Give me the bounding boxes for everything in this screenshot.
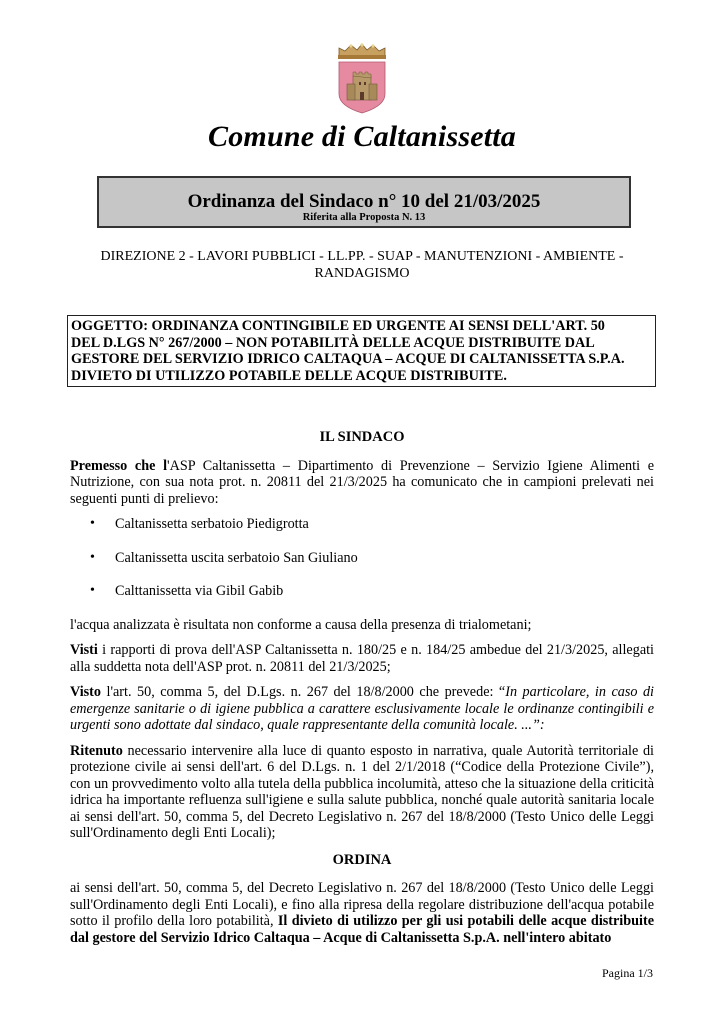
- paragraph-ordina: [70, 880, 654, 946]
- ordinance-title: Ordinanza del Sindaco n° 10 del 21/03/2025: [187, 191, 541, 212]
- ritenuto-text: necessario intervenire alla luce di quanto esposto in narrativa, quale Autorità territoriale di protezione civile ai sensi dell'art. 6 del D.Lgs. n. 1 del 2/1/2018 (“Codice della Protezione Civile”), con un provvedimento volto alla tutela della pubblica incolumità, atteso che la situazione della criticità idrica ha importante refluenza sull'igiene e sulla salute pubblica, nonché quale autorità sanitaria locale ai sensi dell'art. 50, comma 5, del Decreto Legislativo n. 267 del 18/8/2000 (Testo Unico delle Leggi sull'Ordinamento degli Enti Locali);: [70, 742, 654, 841]
- ordinance-subtitle: Riferita alla Proposta N. 13: [302, 212, 426, 223]
- visti-label: Visti: [70, 642, 98, 658]
- bullet-icon: •: [90, 549, 95, 565]
- subject-line-3: GESTORE DEL SERVIZIO IDRICO CALTAQUA – ACQUE DI CALTANISSETTA S.P.A.: [71, 351, 625, 367]
- document-body: [70, 429, 654, 955]
- visto-quote: In particolare, in caso di emergenze sanitarie o di igiene pubblica a carattere esclusivamente locale le ordinanze contingibili e urgenti sono adottate dal sindaco, quale rappresentante della comunità locale. ...”:: [70, 684, 654, 733]
- analysis-result: l'acqua analizzata è risultata non conforme a causa della presenza di trialometani;: [70, 616, 532, 633]
- premesso-label: Premesso che l: [70, 457, 168, 474]
- paragraph-visti: [70, 642, 654, 675]
- department-line-1: DIREZIONE 2 - LAVORI PUBBLICI - LL.PP. - SUAP - MANUTENZIONI - AMBIENTE -: [100, 249, 624, 264]
- paragraph-ritenuto: [70, 743, 654, 842]
- page-number: Pagina 1/3: [602, 966, 653, 980]
- ordina-bold-text: Il divieto di utilizzo per gli usi potabili delle acque distribuite dal gestore del Servizio Idrico Caltaqua – Acque di Caltanissetta S.p.A. nell'intero abitato: [70, 913, 654, 946]
- subject-line-4: DIVIETO DI UTILIZZO POTABILE DELLE ACQUE DISTRIBUITE.: [71, 367, 507, 384]
- municipality-name: Comune di Caltanissetta: [208, 120, 516, 153]
- sampling-points-list: [90, 516, 654, 600]
- list-item: [90, 583, 654, 600]
- paragraph-visto: [70, 684, 654, 734]
- sampling-point: Calttanissetta via Gibil Gabib: [115, 583, 284, 599]
- premesso-text: 'ASP Caltanissetta – Dipartimento di Prevenzione – Servizio Igiene Alimenti e Nutrizione, con sua nota prot. n. 20811 del 21/3/2025 ha comunicato che in campioni prelevati nei seguenti punti di prelievo:: [70, 457, 654, 507]
- coat-of-arms-castle-icon: [333, 42, 391, 114]
- visti-text: i rapporti di prova dell'ASP Caltanissetta n. 180/25 e n. 184/25 ambedue del 21/3/2025, allegati alla suddetta nota dell'ASP prot. n. 20811 del 21/3/2025;: [70, 642, 654, 675]
- bullet-icon: •: [90, 583, 95, 598]
- visto-text: l'art. 50, comma 5, del D.Lgs. n. 267 del 18/8/2000 che prevede: “: [101, 684, 506, 700]
- department-line: [80, 248, 644, 282]
- list-item: [90, 550, 654, 567]
- list-item: [90, 516, 654, 533]
- ritenuto-label: Ritenuto: [70, 742, 123, 759]
- subject-line-2: DEL D.LGS N° 267/2000 – NON POTABILITÀ DELLE ACQUE DISTRIBUITE DAL: [71, 334, 595, 351]
- bullet-icon: •: [90, 516, 95, 531]
- paragraph-premesso: [70, 458, 654, 508]
- sampling-point: Caltanissetta uscita serbatoio San Giuliano: [115, 549, 358, 566]
- visto-label: Visto: [70, 684, 102, 700]
- sampling-point: Caltanissetta serbatoio Piedigrotta: [115, 516, 309, 532]
- ordina-text: ai sensi dell'art. 50, comma 5, del Decreto Legislativo n. 267 del 18/8/2000 (Testo Unico delle Leggi sull'Ordinamento degli Enti Locali), e fino alla ripresa della regolare distribuzione dell'acqua potabile sotto il profilo della loro potabilità,: [70, 880, 654, 929]
- heading-il-sindaco: IL SINDACO: [319, 429, 405, 445]
- heading-ordina: ORDINA: [332, 851, 392, 868]
- department-line-2: RANDAGISMO: [314, 266, 410, 281]
- subject-box: [67, 315, 656, 387]
- ordinance-title-box: [97, 176, 631, 228]
- subject-line-1: OGGETTO: ORDINANZA CONTINGIBILE ED URGENTE AI SENSI DELL'ART. 50: [71, 318, 605, 334]
